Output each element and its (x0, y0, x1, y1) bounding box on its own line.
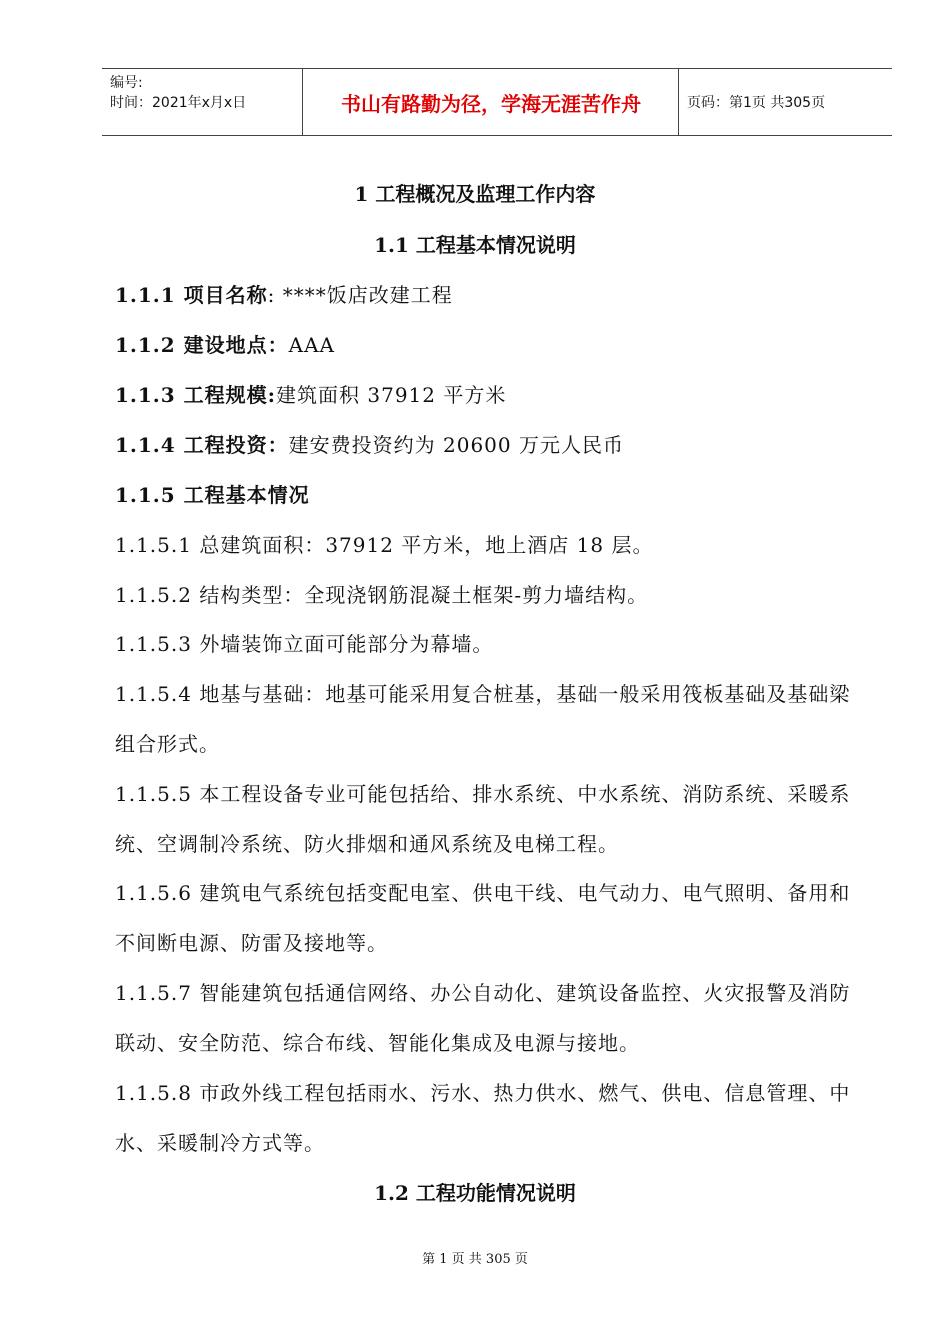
item-scale (115, 379, 885, 408)
body-line: 组合形式。 (115, 732, 220, 756)
item-label: 1.1.5 工程基本情况 (115, 483, 310, 507)
body-line: 水、采暖制冷方式等。 (115, 1131, 325, 1155)
body-line: 联动、安全防范、综合布线、智能化集成及电源与接地。 (115, 1031, 640, 1055)
item-value: 建安费投资约为 20600 万元人民币 (288, 433, 624, 457)
date-label: 时间：2021年x月x日 (110, 95, 247, 111)
section-title: 1.1 工程基本情况说明 (374, 233, 576, 257)
body-line: 1.1.5.2 结构类型：全现浇钢筋混凝土框架-剪力墙结构。 (115, 583, 649, 607)
chapter-title: 1 工程概况及监理工作内容 (354, 182, 596, 206)
body-line: 统、空调制冷系统、防火排烟和通风系统及电梯工程。 (115, 832, 619, 856)
item-label: 1.1.4 工程投资： (115, 433, 289, 457)
item-label: 1.1.2 建设地点： (115, 333, 289, 357)
body-line: 1.1.5.6 建筑电气系统包括变配电室、供电干线、电气动力、电气照明、备用和 (115, 881, 851, 905)
divider (678, 69, 679, 135)
item-label: 1.1.3 工程规模: (115, 383, 277, 407)
motto: 书山有路勤为径，学海无涯苦作舟 (341, 91, 641, 116)
body-line: 不间断电源、防雷及接地等。 (115, 931, 388, 955)
body-line: 1.1.5.4 地基与基础：地基可能采用复合桩基，基础一般采用筏板基础及基础梁 (115, 682, 851, 706)
page-header (102, 68, 892, 136)
body-line: 1.1.5.7 智能建筑包括通信网络、办公自动化、建筑设备监控、火灾报警及消防 (115, 981, 851, 1005)
page-info: 页码：第1页 共305页 (687, 95, 826, 111)
body-line: 1.1.5.5 本工程设备专业可能包括给、排水系统、中水系统、消防系统、采暖系 (115, 782, 851, 806)
item-label: 1.1.1 项目名称 (115, 283, 268, 307)
body-line: 1.1.5.1 总建筑面积：37912 平方米，地上酒店 18 层。 (115, 533, 654, 557)
item-investment (115, 429, 885, 458)
body-line: 1.1.5.3 外墙装饰立面可能部分为幕墙。 (115, 632, 494, 656)
divider (302, 69, 303, 135)
item-value: : ****饭店改建工程 (267, 283, 453, 307)
body-line: 1.1.5.8 市政外线工程包括雨水、污水、热力供水、燃气、供电、信息管理、中 (115, 1081, 851, 1105)
header-meta (110, 73, 246, 113)
section-title: 1.2 工程功能情况说明 (374, 1181, 576, 1205)
item-project-name (115, 279, 885, 308)
number-label: 编号: (110, 75, 143, 91)
item-location (115, 329, 885, 358)
item-basic-info (115, 479, 885, 508)
item-value: 建筑面积 37912 平方米 (276, 383, 507, 407)
item-value: AAA (288, 333, 335, 357)
page-footer: 第 1 页 共 305 页 (422, 1252, 528, 1267)
